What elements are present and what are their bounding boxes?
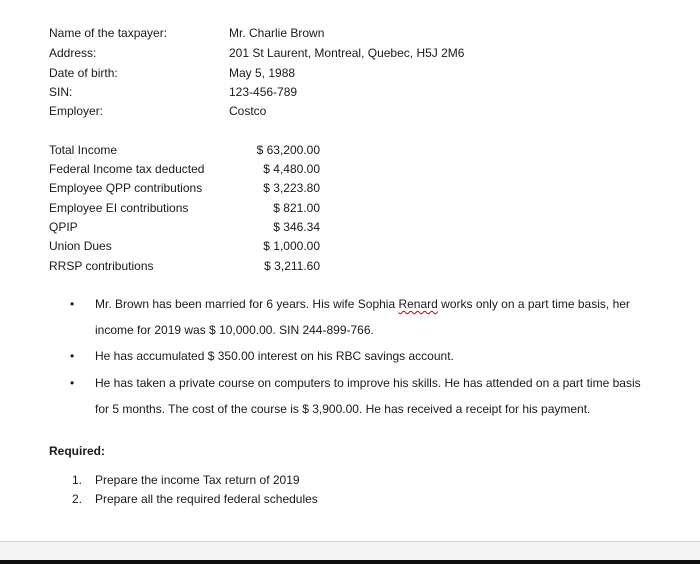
value-sin: 123-456-789 [229,85,298,99]
label-address: Address: [49,46,97,60]
required-item-number: 1. [72,473,83,487]
page-gap [0,542,700,560]
label-employer: Employer: [49,104,104,118]
value-date-of-birth: May 5, 1988 [229,66,296,80]
amount-rrsp: $ 3,211.60 [264,259,320,273]
bullet-spouse-line1 [95,297,630,311]
required-item-text: Prepare the income Tax return of 2019 [95,473,300,487]
bullet-spouse-line2: income for 2019 was $ 10,000.00. SIN 244-899-766. [95,323,374,337]
amount-qpp: $ 3,223.80 [263,181,320,195]
amount-ei: $ 821.00 [273,201,320,215]
label-union-dues: Union Dues [49,239,112,253]
bullet-icon: • [70,297,75,311]
amount-total-income: $ 63,200.00 [256,143,320,157]
label-ei: Employee EI contributions [49,201,189,215]
value-employer: Costco [229,104,267,118]
required-heading: Required: [49,444,106,458]
bullet-spouse-text-after: works only on a part time basis, her [437,297,630,311]
label-date-of-birth: Date of birth: [49,66,118,80]
required-item-text: Prepare all the required federal schedules [95,492,318,506]
label-total-income: Total Income [49,143,118,157]
spouse-name: Renard [398,297,438,311]
amount-qpip: $ 346.34 [273,220,320,234]
page-bottom-border [0,560,700,564]
amount-union-dues: $ 1,000.00 [263,239,320,253]
label-qpp: Employee QPP contributions [49,181,203,195]
label-rrsp: RRSP contributions [49,259,154,273]
value-taxpayer-name: Mr. Charlie Brown [229,26,325,40]
bullet-icon: • [70,376,75,390]
label-federal-tax-deducted: Federal Income tax deducted [49,162,205,176]
label-taxpayer-name: Name of the taxpayer: [49,26,168,40]
bullet-icon: • [70,349,75,363]
amount-federal-tax-deducted: $ 4,480.00 [263,162,320,176]
required-item-number: 2. [72,492,83,506]
bullet-interest: He has accumulated $ 350.00 interest on his RBC savings account. [95,349,454,363]
label-qpip: QPIP [49,220,78,234]
bullet-course-line2: for 5 months. The cost of the course is $ 3,900.00. He has received a receipt for his payment. [95,402,591,416]
bullet-course-line1: He has taken a private course on computers to improve his skills. He has attended on a part time basis [95,376,641,390]
value-address: 201 St Laurent, Montreal, Quebec, H5J 2M6 [229,46,465,60]
label-sin: SIN: [49,85,73,99]
bullet-spouse-text-before: Mr. Brown has been married for 6 years. His wife Sophia [95,297,399,311]
